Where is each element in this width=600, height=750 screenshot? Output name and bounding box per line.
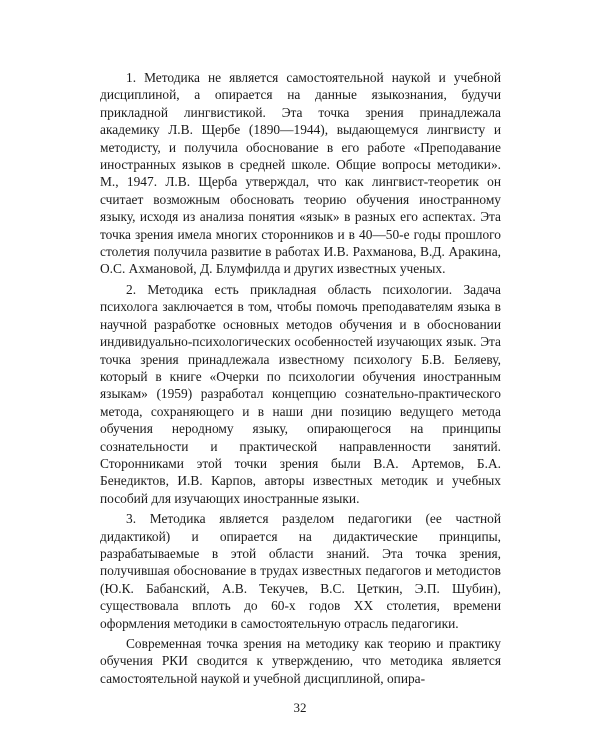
paragraph-1: 1. Методика не является самостоятельной наукой и учебной дисциплиной, а опирается на данные языкознания, будучи прикладной лингвистикой. Эта точка зрения принадлежала академику Л.В. Щербе (1890—1944), выдающемуся лингвисту и методисту, и получила обоснование в его работе «Преподавание иностранных языков в средней школе. Общие вопросы методики». М., 1947. Л.В. Щерба утверждал, что как лингвист-теоретик он считает возможным обосновать теорию обучения иностранному языку, исходя из анализа понятия «язык» в разных его аспектах. Эта точка зрения имела многих сторонников и в 40—50-е годы прошлого столетия получила развитие в работах И.В. Рахманова, В.Д. Аракина, О.С. Ахмановой, Д. Блумфилда и других известных ученых. [100, 70, 501, 277]
paragraph-4: Современная точка зрения на методику как теорию и практику обучения РКИ сводится к утверждению, что методика является самостоятельной наукой и учебной дисциплиной, опира- [100, 636, 501, 686]
body-text [100, 69, 501, 690]
paragraph-2: 2. Методика есть прикладная область психологии. Задача психолога заключается в том, чтобы помочь преподавателям языка в научной разработке основных методов обучения и в обосновании индивидуально-психологических особенностей изучающих язык. Эта точка зрения принадлежала известному психологу Б.В. Беляеву, который в книге «Очерки по психологии обучения иностранным языкам» (1959) разработал концепцию сознательно-практического метода, сохраняющего и в наши дни позицию ведущего метода обучения неродному языку, опирающегося на принципы сознательности и практической направленности занятий. Сторонниками этой точки зрения были В.А. Артемов, Б.А. Бенедиктов, И.В. Карпов, авторы известных методик и учебных пособий для изучающих иностранные языки. [100, 281, 501, 506]
page-number: 32 [293, 700, 307, 715]
paragraph-3: 3. Методика является разделом педагогики (ее частной дидактикой) и опирается на дидактические принципы, разрабатываемые в этой области знаний. Эта точка зрения, получившая обоснование в трудах известных педагогов и методистов (Ю.К. Бабанский, А.В. Текучев, В.С. Цеткин, Э.П. Шубин), существовала вплоть до 60-х годов XX столетия, времени оформления методики в самостоятельную отрасль педагогики. [100, 511, 501, 631]
